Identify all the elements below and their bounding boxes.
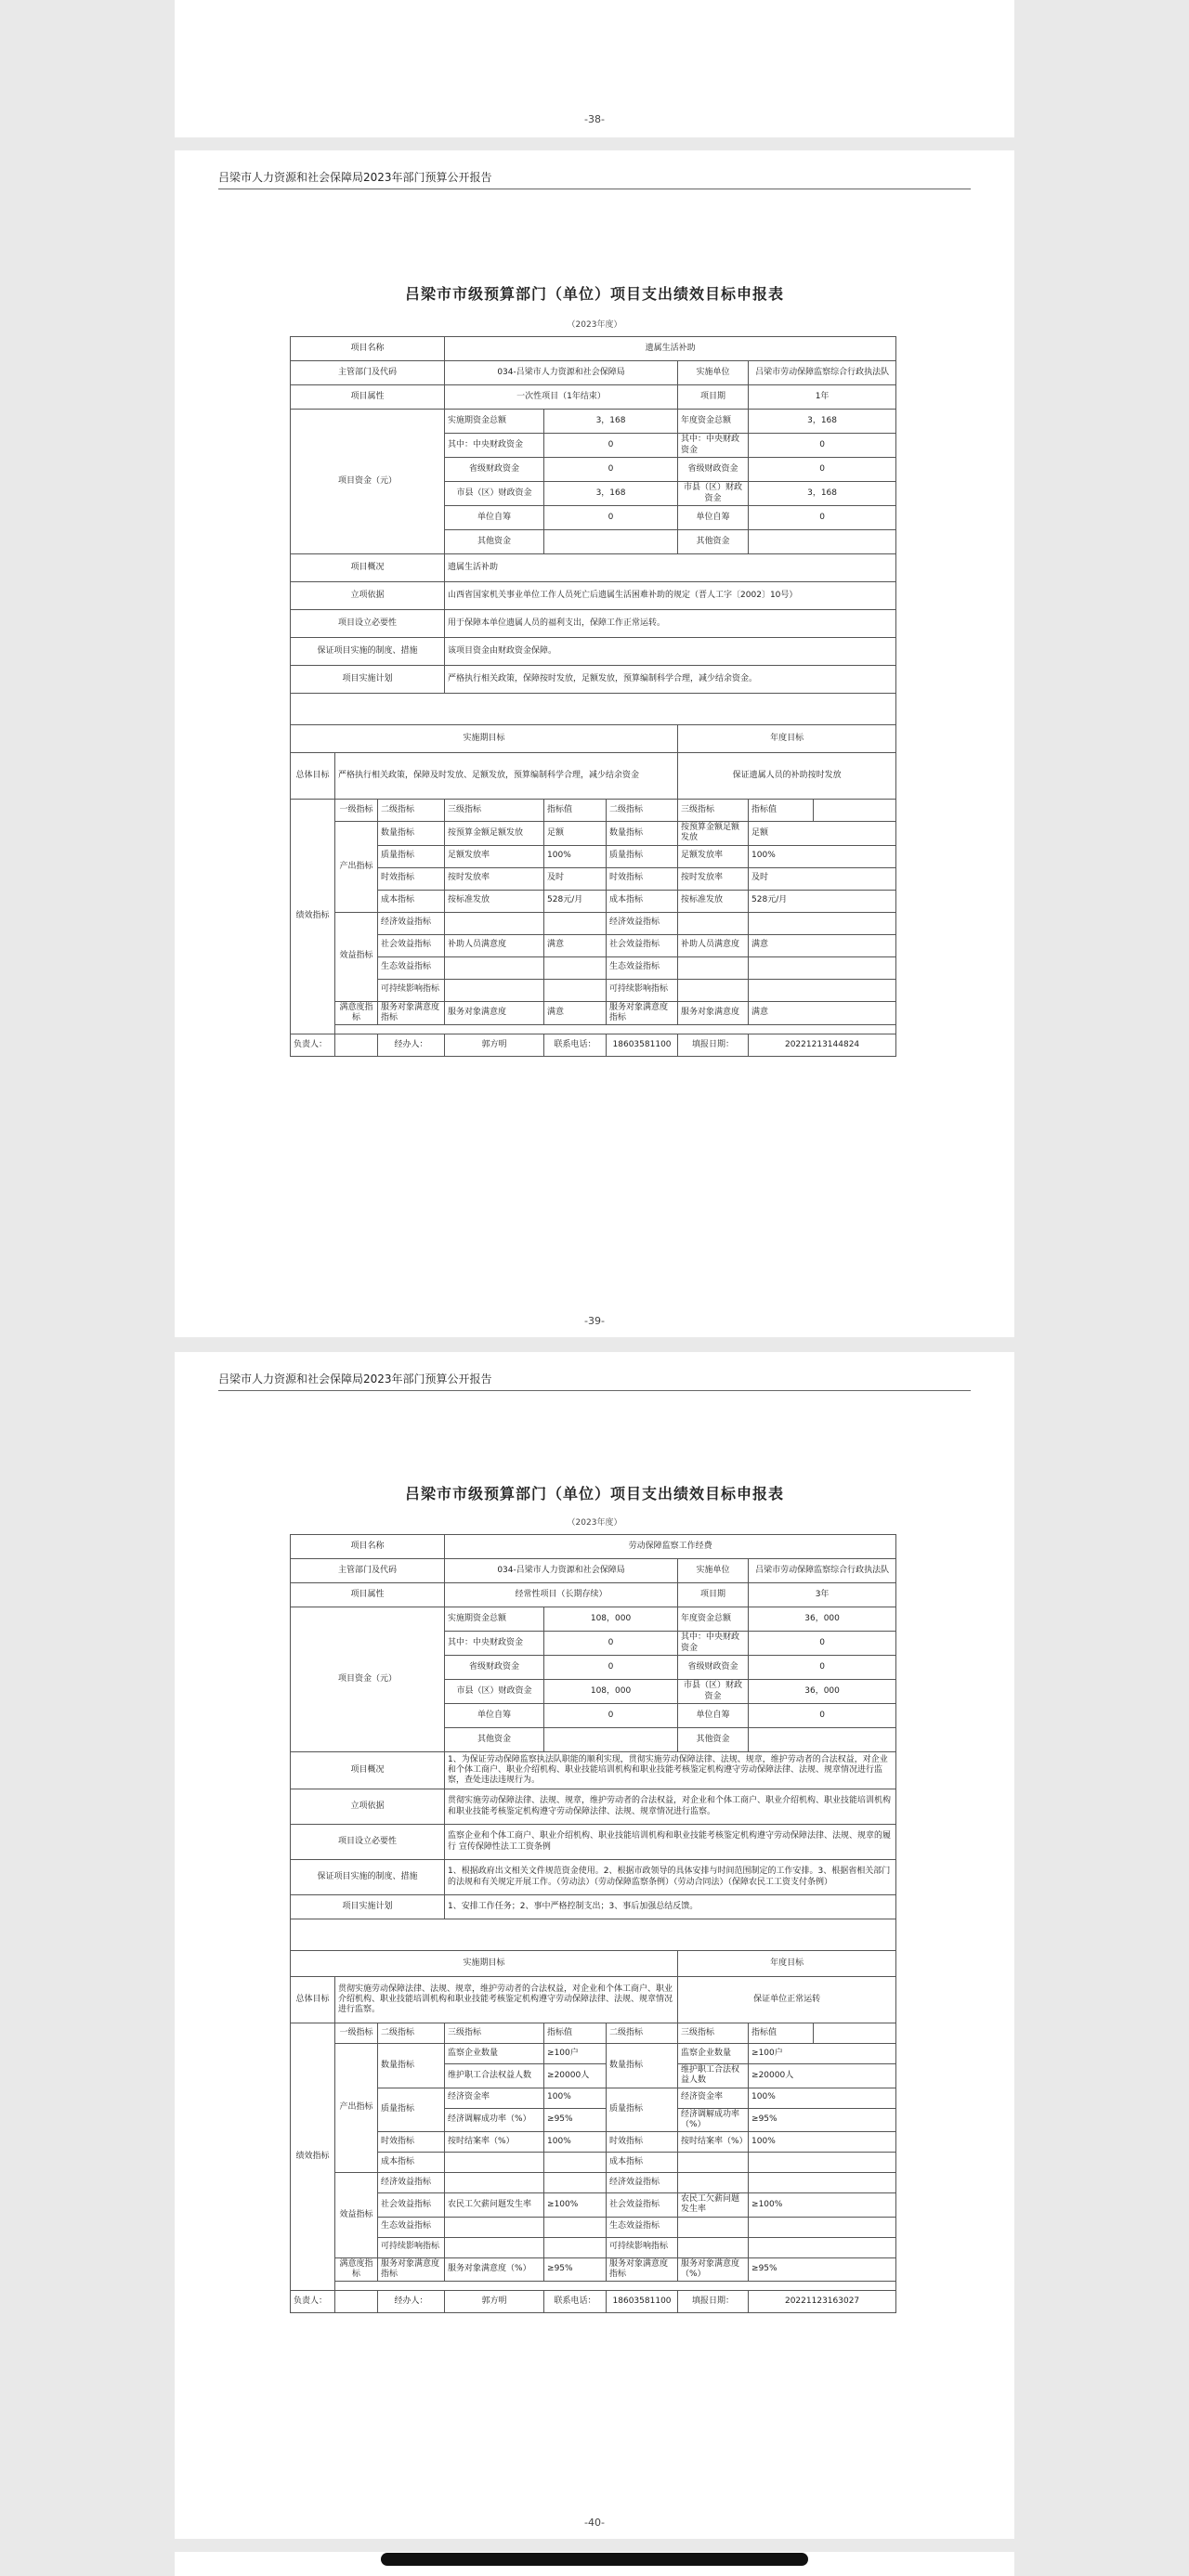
page-38 xyxy=(175,0,1014,137)
page-number: -39- xyxy=(584,1315,605,1327)
performance-table-2: 项目名称 劳动保障监察工作经费 主管部门及代码 034-吕梁市人力资源和社会保障局 实施单位 吕梁市劳动保障监察综合行政执法队 项目属性 经常性项目（长期存续） 项目期 3年 项目资金（元） 实施期资金总额 108，000 年度资金总额 36，000 其中：中央财政资金 0 其中：中央财政资金 0 省级财政资金 0 省级财政资金 0 市县（区）财政资金 108，000 市县（区）财政资金 36，000 单位自筹 0 单位自筹 0 其他资金 其他资金 项目概况 1、为保证劳动保障监察执法队职能的顺利实现，贯彻实施劳动保障法律、法规、规章，维护劳动者的合法权益，对企业和个体工商户、职业介绍机构、职业技能培训机构和职业技能考核鉴定机构遵守劳动保障法律、法规、规章情况进行监察，查处违法违规行为。 立项依据 贯彻实施劳动保障法律、法规、规章，维护劳动者的合法权益，对企业和个体工商户、职业介绍机构、职业技能培训机构和职业技能考核鉴定机构遵守劳动保障法律、法规、规章情况进行监察。 项目设立必要性 监察企业和个体工商户、职业介绍机构、职业技能培训机构和职业技能考核鉴定机构遵守劳动保障法律、法规、规章的履行 宣传保障性法工工资条例 保证项目实施的制度、措施 1、根据政府出文相关文件规范资金使用。2、根据市政领导的具体安排与时间范围制定的工作安排。3、根据省相关部门的法规和有关规定开展工作。（劳动法）（劳动保障监察条例）（劳动合同法）（保障农民工工资支付条例） 项目实施计划 1、安排工作任务；2、事中严格控制支出；3、事后加强总结反馈。 实施期目标 年度目标 总体目标 贯彻实施劳动保障法律、法规、规章，维护劳动者的合法权益，对企业和个体工商户、职业介绍机构、职业技能培训机构和职业技能考核鉴定机构遵守劳动保障法律、法规、规章情况进行监察。 保证单位正常运转 绩效指标 一级指标 二级指标 三级指标 指标值 二级指标 三级指标 指标值 产出指标 数量指标 监察企业数量 ≥100户 数量指标 监察企业数量 ≥100户 维护职工合法权益人数 ≥20000人 维护职工合法权益人数 ≥20000人 质量指标 经济资金率 100% 质量指标 经济资金率 100% 经济调解成功率（%） ≥95% 经济调解成功率（%） ≥95% 时效指标 按时结案率（%） 100% 时效指标 按时结案率（%） 100% 成本指标 成本指标 效益指标 经济效益指标 经济效益指标 社会效益指标 农民工欠薪问题发生率 ≥100% 社会效益指标 农民工欠薪问题发生率 ≥100% 生态效益指标 生态效益指标 可持续影响指标 可持续影响指标 满意度指标 服务对象满意度指标 服务对象满意度（%） ≥95% 服务对象满意度指标 服务对象满意度（%） ≥95% 负责人： 经办人： 郭方明 联系电话： 18603581100 填报日期： 20221123163027 xyxy=(290,1534,896,2313)
report-header: 吕梁市人力资源和社会保障局2023年部门预算公开报告 xyxy=(218,169,971,189)
home-indicator[interactable] xyxy=(381,2553,808,2566)
form-year: （2023年度） xyxy=(567,1518,622,1528)
performance-table-1: 项目名称 遗属生活补助 主管部门及代码 034-吕梁市人力资源和社会保障局 实施单位 吕梁市劳动保障监察综合行政执法队 项目属性 一次性项目（1年结束） 项目期 1年 项目资金（元） 实施期资金总额 3，168 年度资金总额 3，168 其中：中央财政资金 0 其中：中央财政资金 0 省级财政资金 0 省级财政资金 0 市县（区）财政资金 3，168 市县（区）财政资金 3，168 单位自筹 0 单位自筹 0 其他资金 其他资金 项目概况 遗属生活补助 立项依据 山西省国家机关事业单位工作人员死亡后遗属生活困难补助的规定（晋人工字〔2002〕10号） 项目设立必要性 用于保障本单位遗属人员的福利支出，保障工作正常运转。 保证项目实施的制度、措施 该项目资金由财政资金保障。 项目实施计划 严格执行相关政策，保障按时发放，足额发放，预算编制科学合理，减少结余资金。 实施期目标 年度目标 总体目标 严格执行相关政策，保障及时发放、足额发放，预算编制科学合理，减少结余资金 保证遗属人员的补助按时发放 绩效指标 一级指标 二级指标 三级指标 指标值 二级指标 三级指标 指标值 产出指标 数量指标 按预算金额足额发放 足额 数量指标 按预算金额足额发放 足额 质量指标 足额发放率 100% 质量指标 足额发放率 100% 时效指标 按时发放率 及时 时效指标 按时发放率 及时 成本指标 按标准发放 528元/月 成本指标 按标准发放 528元/月 效益指标 经济效益指标 经济效益指标 社会效益指标 补助人员满意度 满意 社会效益指标 补助人员满意度 满意 生态效益指标 生态效益指标 可持续影响指标 可持续影响指标 满意度指标 服务对象满意度指标 服务对象满意度 满意 服务对象满意度指标 服务对象满意度 满意 负责人： 经办人： 郭方明 联系电话： 18603581100 填报日期： 20221213144824 xyxy=(290,336,896,1057)
page-number: -40- xyxy=(584,2517,605,2529)
form-title: 吕梁市市级预算部门（单位）项目支出绩效目标申报表 xyxy=(404,285,784,303)
page-number: -38- xyxy=(584,113,605,125)
form-title: 吕梁市市级预算部门（单位）项目支出绩效目标申报表 xyxy=(404,1485,784,1503)
page-39 xyxy=(175,150,1014,1337)
report-header: 吕梁市人力资源和社会保障局2023年部门预算公开报告 xyxy=(218,1371,971,1391)
page-40 xyxy=(175,1352,1014,2539)
form-year: （2023年度） xyxy=(567,320,622,330)
